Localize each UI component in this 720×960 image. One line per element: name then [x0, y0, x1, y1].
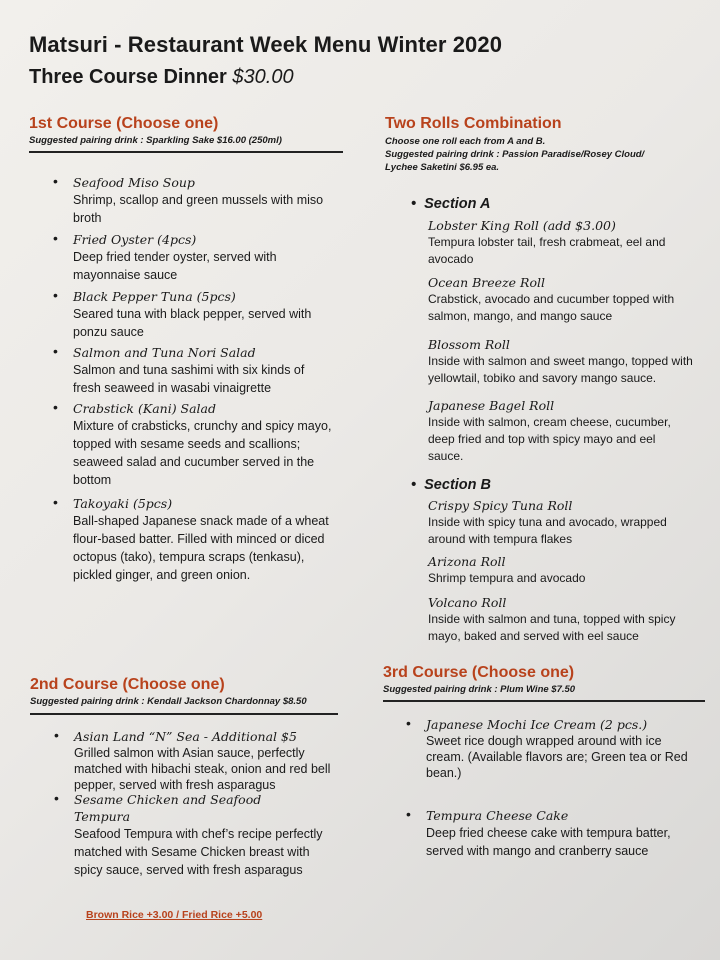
roll-item [428, 553, 703, 587]
item-desc: Sweet rice dough wrapped around with ice cream. (Available flavors are; Green tea or Red bean.) [426, 734, 688, 780]
item-name: Japanese Mochi Ice Cream (2 pcs.) [426, 717, 648, 732]
course1-item [53, 343, 335, 397]
course1-heading: 1st Course (Choose one) [29, 115, 219, 132]
course2-item [54, 727, 336, 793]
item-desc: Grilled salmon with Asian sauce, perfectly matched with hibachi steak, onion and red bell pepper, served with fresh asparagus [74, 746, 331, 792]
item-name: Blossom Roll [428, 337, 510, 352]
item-name: Lobster King Roll (add $3.00) [428, 218, 616, 233]
item-desc: Crabstick, avocado and cucumber topped with salmon, mango, and mango sauce [428, 292, 675, 323]
item-name: Salmon and Tuna Nori Salad [73, 345, 256, 360]
item-name: Seafood Miso Soup [73, 175, 195, 190]
section-a-label: Section A [424, 196, 491, 212]
bullet-icon: • [53, 287, 58, 303]
bullet-icon: • [411, 477, 425, 493]
item-desc: Deep fried tender oyster, served with mayonnaise sauce [73, 250, 277, 282]
bullet-icon: • [54, 727, 59, 743]
bullet-icon: • [411, 196, 425, 212]
section-b-label: Section B [424, 477, 492, 493]
section-b-heading [411, 477, 491, 493]
course2-item [54, 790, 336, 879]
roll-item [428, 336, 703, 387]
item-desc: Shrimp tempura and avocado [428, 571, 586, 585]
bullet-icon: • [406, 715, 411, 731]
item-desc: Deep fried cheese cake with tempura batter, served with mango and cranberry sauce [426, 826, 671, 858]
item-name: Crispy Spicy Tuna Roll [428, 498, 573, 513]
roll-item [428, 397, 690, 465]
item-name: Japanese Bagel Roll [428, 398, 555, 413]
bullet-icon: • [53, 399, 58, 415]
course2-divider [30, 713, 338, 715]
item-desc: Shrimp, scallop and green mussels with miso broth [73, 193, 324, 225]
course3-divider [383, 700, 705, 702]
roll-item [428, 497, 703, 548]
course1-item [53, 173, 343, 227]
section-a-heading [411, 196, 490, 212]
item-desc: Inside with salmon and tuna, topped with spicy mayo, baked and served with eel sauce [428, 612, 676, 643]
item-desc: Ball-shaped Japanese snack made of a wheat flour-based batter. Filled with minced or diced octopus (tako), tempura scraps (tenkasu), pickled ginger, and green onion. [73, 514, 329, 582]
roll-item [428, 274, 703, 325]
item-desc: Salmon and tuna sashimi with six kinds of fresh seaweed in wasabi vinaigrette [73, 363, 305, 395]
rolls-pairing-price: Lychee Saketini $6.95 ea. [385, 162, 500, 173]
course1-item [53, 287, 343, 341]
rolls-instruction: Choose one roll each from A and B. [385, 136, 546, 147]
course3-pairing: Suggested pairing drink : Plum Wine $7.50 [383, 684, 576, 695]
menu-subtitle [29, 66, 294, 89]
course2-heading: 2nd Course (Choose one) [30, 676, 225, 693]
item-name: Crabstick (Kani) Salad [73, 401, 217, 416]
item-name: Sesame Chicken and Seafood Tempura [74, 792, 262, 824]
roll-item [428, 594, 703, 645]
rolls-heading: Two Rolls Combination [385, 115, 562, 132]
item-name: Asian Land “N” Sea - Additional $5 [74, 729, 297, 744]
bullet-icon: • [54, 790, 59, 806]
item-name: Volcano Roll [428, 595, 507, 610]
course3-item [406, 806, 701, 860]
item-name: Tempura Cheese Cake [426, 808, 569, 823]
bullet-icon: • [53, 173, 58, 189]
item-name: Ocean Breeze Roll [428, 275, 545, 290]
course2-pairing: Suggested pairing drink : Kendall Jackson Chardonnay $8.50 [30, 696, 307, 707]
roll-item [428, 217, 703, 268]
item-desc: Inside with salmon, cream cheese, cucumber, deep fried and top with spicy mayo and eel sauce. [428, 415, 671, 463]
dinner-label: Three Course Dinner [29, 66, 227, 88]
item-name: Arizona Roll [428, 554, 506, 569]
item-desc: Tempura lobster tail, fresh crabmeat, eel and avocado [428, 235, 666, 266]
rice-upgrade-note: Brown Rice +3.00 / Fried Rice +5.00 [86, 909, 263, 921]
course1-pairing: Suggested pairing drink : Sparkling Sake $16.00 (250ml) [29, 135, 282, 146]
course1-divider [29, 151, 343, 153]
item-desc: Seared tuna with black pepper, served with ponzu sauce [73, 307, 312, 339]
rolls-pairing: Suggested pairing drink : Passion Paradise/Rosey Cloud/ [385, 149, 645, 160]
dinner-price: $30.00 [232, 66, 294, 88]
item-name: Black Pepper Tuna (5pcs) [73, 289, 236, 304]
course1-item [53, 494, 339, 584]
bullet-icon: • [53, 494, 58, 510]
bullet-icon: • [406, 806, 411, 822]
item-desc: Mixture of crabsticks, crunchy and spicy mayo, topped with sesame seeds and scallions; seaweed salad and cucumber served in the bottom [73, 419, 332, 487]
course3-item [406, 715, 701, 781]
course1-item [53, 399, 335, 489]
menu-title: Matsuri - Restaurant Week Menu Winter 2020 [29, 32, 503, 57]
item-desc: Seafood Tempura with chef’s recipe perfectly matched with Sesame Chicken breast with spicy sauce, served with fresh asparagus [74, 827, 323, 877]
course1-item [53, 230, 343, 284]
item-name: Takoyaki (5pcs) [73, 496, 173, 511]
item-name: Fried Oyster (4pcs) [73, 232, 197, 247]
bullet-icon: • [53, 343, 58, 359]
item-desc: Inside with salmon and sweet mango, topped with yellowtail, tobiko and savory mango sauce. [428, 354, 693, 385]
course3-heading: 3rd Course (Choose one) [383, 664, 575, 681]
item-desc: Inside with spicy tuna and avocado, wrapped around with tempura flakes [428, 515, 667, 546]
bullet-icon: • [53, 230, 58, 246]
